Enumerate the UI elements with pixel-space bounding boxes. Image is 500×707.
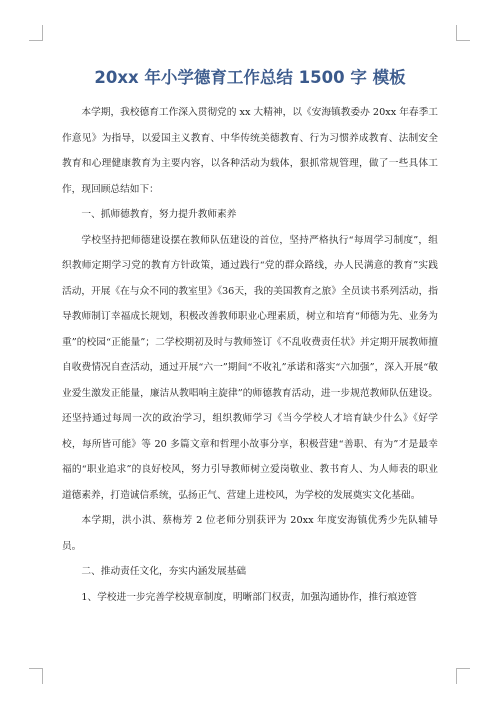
section-heading-1: 一、抓师德教育，努力提升教师素养 xyxy=(81,209,237,220)
document-title: 20xx 年小学德育工作总结 1500 字 模板 xyxy=(94,68,406,87)
paragraph-rules: 1、学校进一步完善学校规章制度，明晰部门权责，加强沟通协作，推行痕迹管 xyxy=(81,591,417,603)
paragraph-teacher-ethics: 学校坚持把师德建设摆在教师队伍建设的首位，坚持严格执行“每周学习制度”，组织教师定期学习党的教育方针政策，通过践行“党的群众路线，办人民满意的教育”实践活动，开展《在与众不同的教室里》《36天，我的美国教育之旅》全员读书系列活动，指导教师制订幸福成长规划，积极改善教师职业心理素质，树立和培育“师德为先、业务为重”的校园“正能量”；二学校期初及时与教师签订《不乱收费责任状》并定期开展教师擅自收费情况自查活动，通过开展“六一”期间“不收礼”承诺和落实“六加强”，深入开展“敬业爱生激发正能量，廉洁从教唱响主旋律”的师德教育活动，进一步规范教师队伍建设。还坚持通过每周一次的政治学习，组织教师学习《当今学校人才培育缺少什么》《好学校，每所皆可能》等 20 多篇文章和哲理小故事分享，积极营建“善职、有为”才是最幸福的“职业追求”的良好校风，努力引导教师树立爱岗敬业、教书育人、为人师表的职业道德素养，打造诚信系统，弘扬正气、营建上进校风，为学校的发展奠实文化基础。 xyxy=(62,234,438,501)
crop-mark-bottom-left xyxy=(29,668,43,684)
crop-mark-top-left xyxy=(29,25,43,41)
section-heading-2: 二、推动责任文化，夯实内涵发展基础 xyxy=(81,566,247,577)
crop-mark-bottom-right xyxy=(456,668,470,684)
paragraph-awards: 本学期，洪小淇、蔡梅芳 2 位老师分别获评为 20xx 年度安海镇优秀少先队辅导员。 xyxy=(62,515,438,552)
document-body xyxy=(62,100,438,610)
paragraph-intro: 本学期，我校德育工作深入贯彻党的 xx 大精神，以《安海镇教委办 20xx 年春季工作意见》为指导，以爱国主义教育、中华传统美德教育、行为习惯养成教育、法制安全教育和心理健康教育为主要内容，以各种活动为载体，狠抓常规管理，做了一些具体工作，现回顾总结如下： xyxy=(62,107,438,195)
crop-mark-top-right xyxy=(456,25,470,41)
